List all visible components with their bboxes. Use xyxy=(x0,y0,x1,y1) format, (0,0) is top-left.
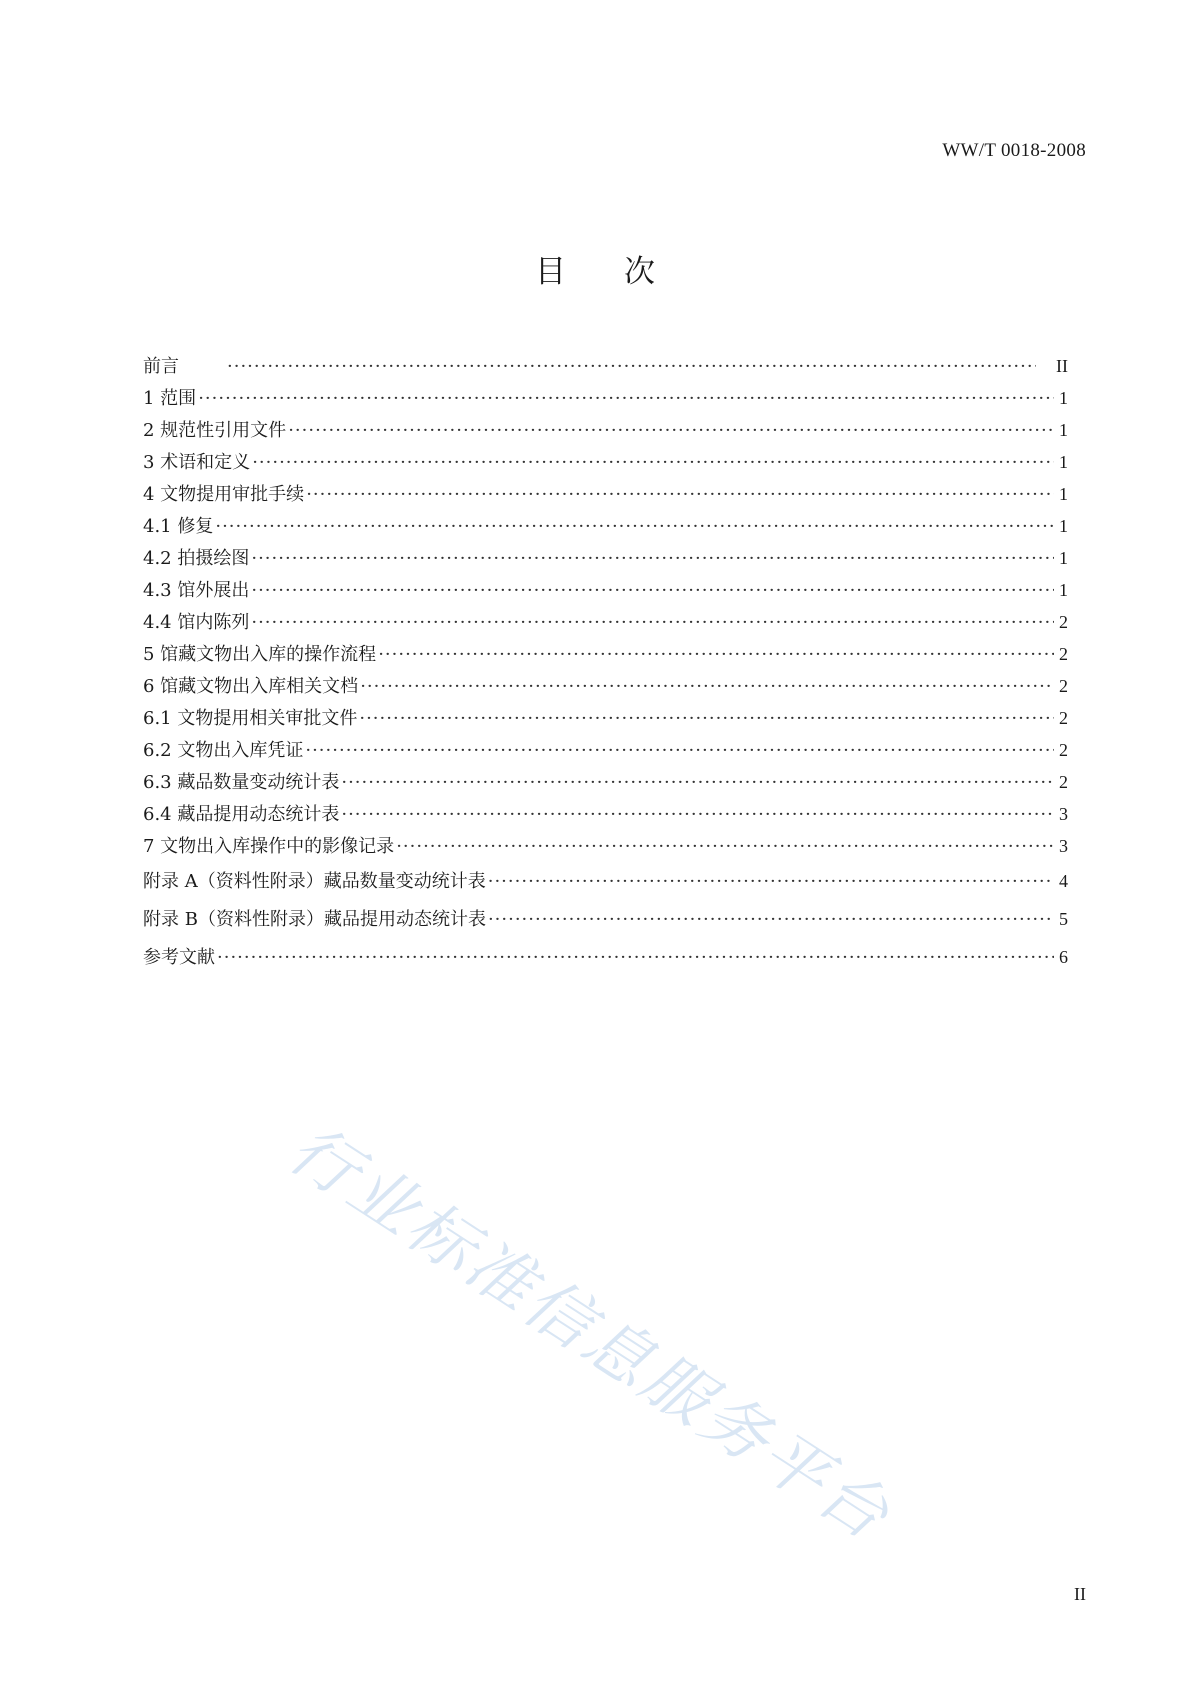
toc-entry-5[interactable] xyxy=(143,638,1068,670)
toc-leader-dots xyxy=(217,939,1054,977)
toc-entry-foreword[interactable] xyxy=(143,350,1068,382)
toc-entry-page: 3 xyxy=(1059,836,1068,856)
toc-leader-dots xyxy=(488,863,1054,901)
toc-entry-label: 附录 A（资料性附录）藏品数量变动统计表 xyxy=(143,871,486,892)
toc-entry-page: II xyxy=(1056,356,1068,376)
toc-entry-page: 2 xyxy=(1059,612,1068,632)
toc-entry-page: 1 xyxy=(1059,420,1068,440)
toc-entry-4-4[interactable] xyxy=(143,606,1068,638)
toc-entry-label: 前言 xyxy=(143,356,179,377)
document-code: WW/T 0018-2008 xyxy=(942,140,1086,161)
toc-entry-6-4[interactable] xyxy=(143,798,1068,830)
toc-leader-dots xyxy=(252,447,1054,479)
toc-entry-6-3[interactable] xyxy=(143,766,1068,798)
toc-entry-label: 6.2 文物出入库凭证 xyxy=(143,740,304,761)
toc-entry-label: 3 术语和定义 xyxy=(143,452,251,473)
toc-leader-dots xyxy=(251,607,1054,639)
toc-entry-label: 1 范围 xyxy=(143,388,197,409)
toc-entry-page: 1 xyxy=(1059,452,1068,472)
toc-leader-dots xyxy=(288,415,1054,447)
toc-entry-page: 1 xyxy=(1059,580,1068,600)
toc-entry-label: 附录 B（资料性附录）藏品提用动态统计表 xyxy=(143,909,486,930)
toc-entry-label: 参考文献 xyxy=(143,947,215,968)
toc-leader-dots xyxy=(306,479,1054,511)
toc-leader-dots xyxy=(251,543,1054,575)
toc-entry-label: 4.1 修复 xyxy=(143,516,214,537)
toc-entry-6-2[interactable] xyxy=(143,734,1068,766)
toc-entry-normative-references[interactable] xyxy=(143,414,1068,446)
toc-entry-terms[interactable] xyxy=(143,446,1068,478)
toc-leader-dots xyxy=(378,639,1054,671)
toc-leader-dots xyxy=(215,511,1054,543)
toc-leader-dots xyxy=(341,767,1054,799)
toc-leader-dots xyxy=(359,703,1054,735)
toc-entry-6-1[interactable] xyxy=(143,702,1068,734)
toc-leader-dots xyxy=(198,383,1054,415)
toc-entry-page: 2 xyxy=(1059,644,1068,664)
toc-entry-page: 2 xyxy=(1059,740,1068,760)
toc-leader-dots xyxy=(488,901,1054,939)
toc-entry-page: 5 xyxy=(1059,909,1068,929)
toc-entry-page: 1 xyxy=(1059,516,1068,536)
toc-entry-label: 6.4 藏品提用动态统计表 xyxy=(143,804,340,825)
toc-entry-bibliography[interactable] xyxy=(143,938,1068,976)
toc-entry-page: 1 xyxy=(1059,388,1068,408)
toc-entry-label: 5 馆藏文物出入库的操作流程 xyxy=(143,644,377,665)
toc-entry-4-1[interactable] xyxy=(143,510,1068,542)
toc-leader-dots xyxy=(251,575,1054,607)
toc-leader-dots xyxy=(360,671,1054,703)
toc-entry-scope[interactable] xyxy=(143,382,1068,414)
toc-entry-label: 6 馆藏文物出入库相关文档 xyxy=(143,676,359,697)
toc-entry-label: 4 文物提用审批手续 xyxy=(143,484,305,505)
toc-entry-label: 4.3 馆外展出 xyxy=(143,580,250,601)
toc-entry-label: 7 文物出入库操作中的影像记录 xyxy=(143,836,395,857)
toc-leader-dots xyxy=(341,799,1054,831)
toc-entry-appendix-a[interactable] xyxy=(143,862,1068,900)
toc-entry-page: 1 xyxy=(1059,548,1068,568)
toc-entry-label: 2 规范性引用文件 xyxy=(143,420,287,441)
toc-entry-4-2[interactable] xyxy=(143,542,1068,574)
toc-entry-page: 2 xyxy=(1059,676,1068,696)
toc-entry-page: 4 xyxy=(1059,871,1068,891)
page-number: II xyxy=(1074,1584,1086,1604)
toc-leader-dots xyxy=(396,831,1054,863)
toc-entry-6[interactable] xyxy=(143,670,1068,702)
toc-entry-appendix-b[interactable] xyxy=(143,900,1068,938)
toc-entry-page: 6 xyxy=(1059,947,1068,967)
toc-entry-approval[interactable] xyxy=(143,478,1068,510)
page-title: 目次 xyxy=(535,254,713,290)
toc-entry-label: 4.2 拍摄绘图 xyxy=(143,548,250,569)
toc-leader-dots xyxy=(227,351,1036,383)
toc-entry-label: 4.4 馆内陈列 xyxy=(143,612,250,633)
toc-entry-page: 3 xyxy=(1059,804,1068,824)
toc-entry-label: 6.1 文物提用相关审批文件 xyxy=(143,708,358,729)
toc-entry-label: 6.3 藏品数量变动统计表 xyxy=(143,772,340,793)
toc-entry-7[interactable] xyxy=(143,830,1068,862)
toc-entry-page: 2 xyxy=(1059,772,1068,792)
watermark: 行业标准信息服务平台 xyxy=(275,1110,905,1557)
table-of-contents xyxy=(143,350,1068,976)
toc-entry-page: 2 xyxy=(1059,708,1068,728)
toc-entry-4-3[interactable] xyxy=(143,574,1068,606)
toc-entry-page: 1 xyxy=(1059,484,1068,504)
toc-leader-dots xyxy=(305,735,1054,767)
